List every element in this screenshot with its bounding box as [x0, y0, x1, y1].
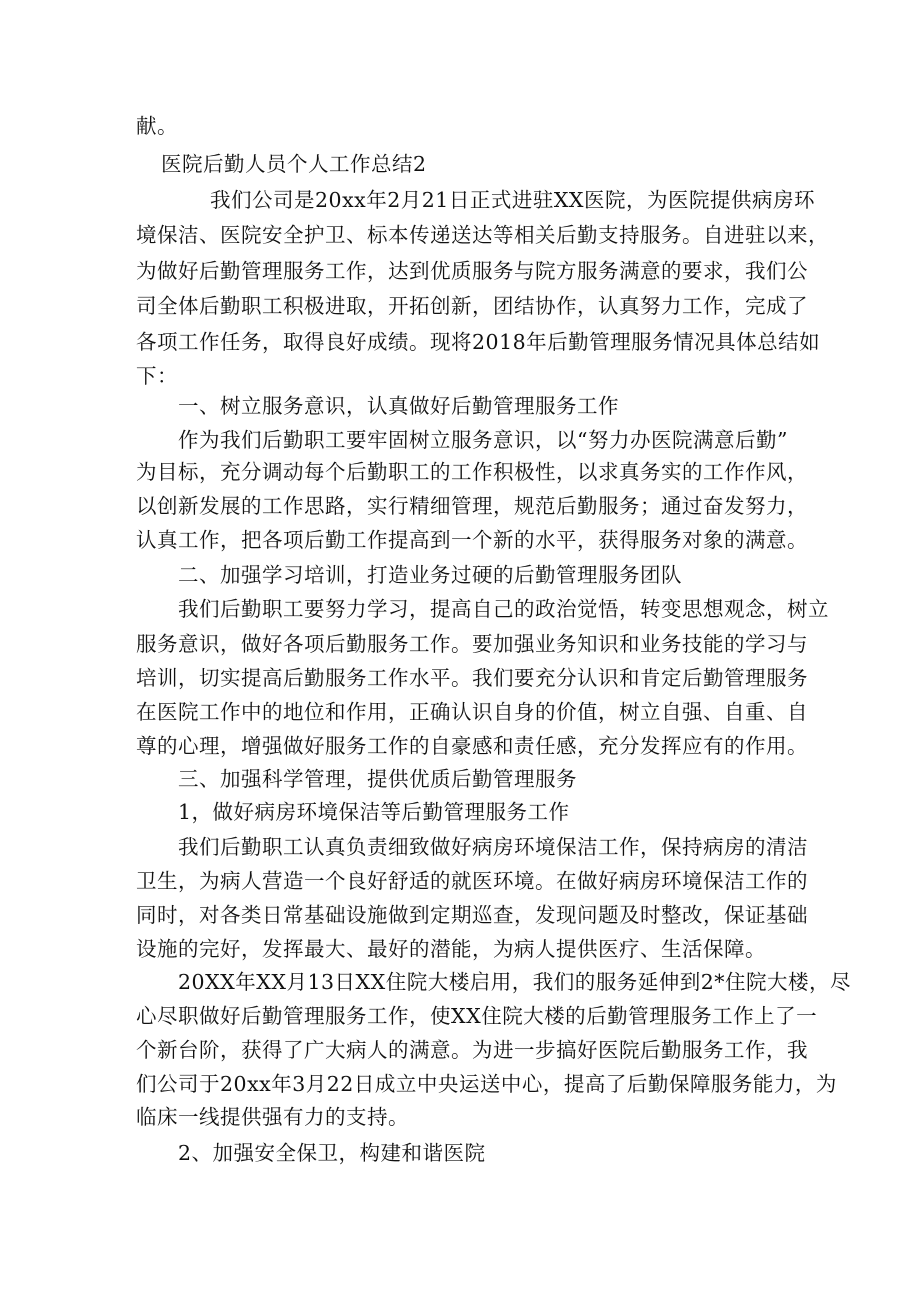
text-line: 献。 — [136, 114, 178, 138]
text-line: 认真工作，把各项后勤工作提高到一个新的水平，获得服务对象的满意。 — [136, 528, 808, 552]
text-line: 在医院工作中的地位和作用，正确认识自身的价值，树立自强、自重、自 — [136, 700, 808, 724]
text-line: 培训，切实提高后勤服务工作水平。我们要充分认识和肯定后勤管理服务 — [136, 666, 808, 690]
text-line: 以创新发展的工作思路，实行精细管理，规范后勤服务；通过奋发努力， — [136, 494, 808, 518]
heading-three: 三、加强科学管理，提供优质后勤管理服务 — [178, 767, 577, 791]
subheading-one: 1，做好病房环境保洁等后勤管理服务工作 — [178, 800, 570, 824]
text-line: 各项工作任务，取得良好成绩。现将2018年后勤管理服务情况具体总结如 — [136, 330, 821, 354]
text-line: 个新台阶，获得了广大病人的满意。为进一步搞好医院后勤服务工作，我 — [136, 1038, 808, 1062]
text-line: 心尽职做好后勤管理服务工作，使XX住院大楼的后勤管理服务工作上了一 — [136, 1004, 818, 1028]
text-line: 为做好后勤管理服务工作，达到优质服务与院方服务满意的要求，我们公 — [136, 259, 808, 283]
section-title: 医院后勤人员个人工作总结2 — [161, 152, 427, 176]
text-line: 20XX年XX月13日XX住院大楼启用，我们的服务延伸到2*住院大楼，尽 — [178, 970, 852, 994]
text-line: 们公司于20xx年3月22日成立中央运送中心，提高了后勤保障服务能力，为 — [136, 1072, 837, 1096]
text-line: 服务意识，做好各项后勤服务工作。要加强业务知识和业务技能的学习与 — [136, 632, 808, 656]
text-line: 设施的完好，发挥最大、最好的潜能，为病人提供医疗、生活保障。 — [136, 937, 766, 961]
text-line: 为目标，充分调动每个后勤职工的工作积极性，以求真务实的工作作风， — [136, 460, 808, 484]
text-line: 作为我们后勤职工要牢固树立服务意识，以“努力办医院满意后勤” — [178, 428, 788, 452]
text-line: 尊的心理，增强做好服务工作的自豪感和责任感，充分发挥应有的作用。 — [136, 734, 808, 758]
text-line: 我们后勤职工要努力学习，提高自己的政治觉悟，转变思想观念，树立 — [178, 597, 829, 621]
text-line: 临床一线提供强有力的支持。 — [136, 1105, 409, 1129]
text-line: 我们后勤职工认真负责细致做好病房环境保洁工作，保持病房的清洁 — [178, 835, 808, 859]
text-line: 同时，对各类日常基础设施做到定期巡查，发现问题及时整改，保证基础 — [136, 903, 808, 927]
subheading-two: 2、加强安全保卫，构建和谐医院 — [178, 1141, 486, 1165]
heading-one: 一、树立服务意识，认真做好后勤管理服务工作 — [178, 394, 619, 418]
text-line: 我们公司是20xx年2月21日正式进驻XX医院，为医院提供病房环 — [210, 188, 816, 212]
text-line: 司全体后勤职工积极进取，开拓创新，团结协作，认真努力工作，完成了 — [136, 294, 808, 318]
heading-two: 二、加强学习培训，打造业务过硬的后勤管理服务团队 — [178, 563, 682, 587]
text-line: 境保洁、医院安全护卫、标本传递送达等相关后勤支持服务。自进驻以来， — [136, 223, 829, 247]
text-line: 下： — [136, 364, 178, 388]
text-line: 卫生，为病人营造一个良好舒适的就医环境。在做好病房环境保洁工作的 — [136, 869, 808, 893]
